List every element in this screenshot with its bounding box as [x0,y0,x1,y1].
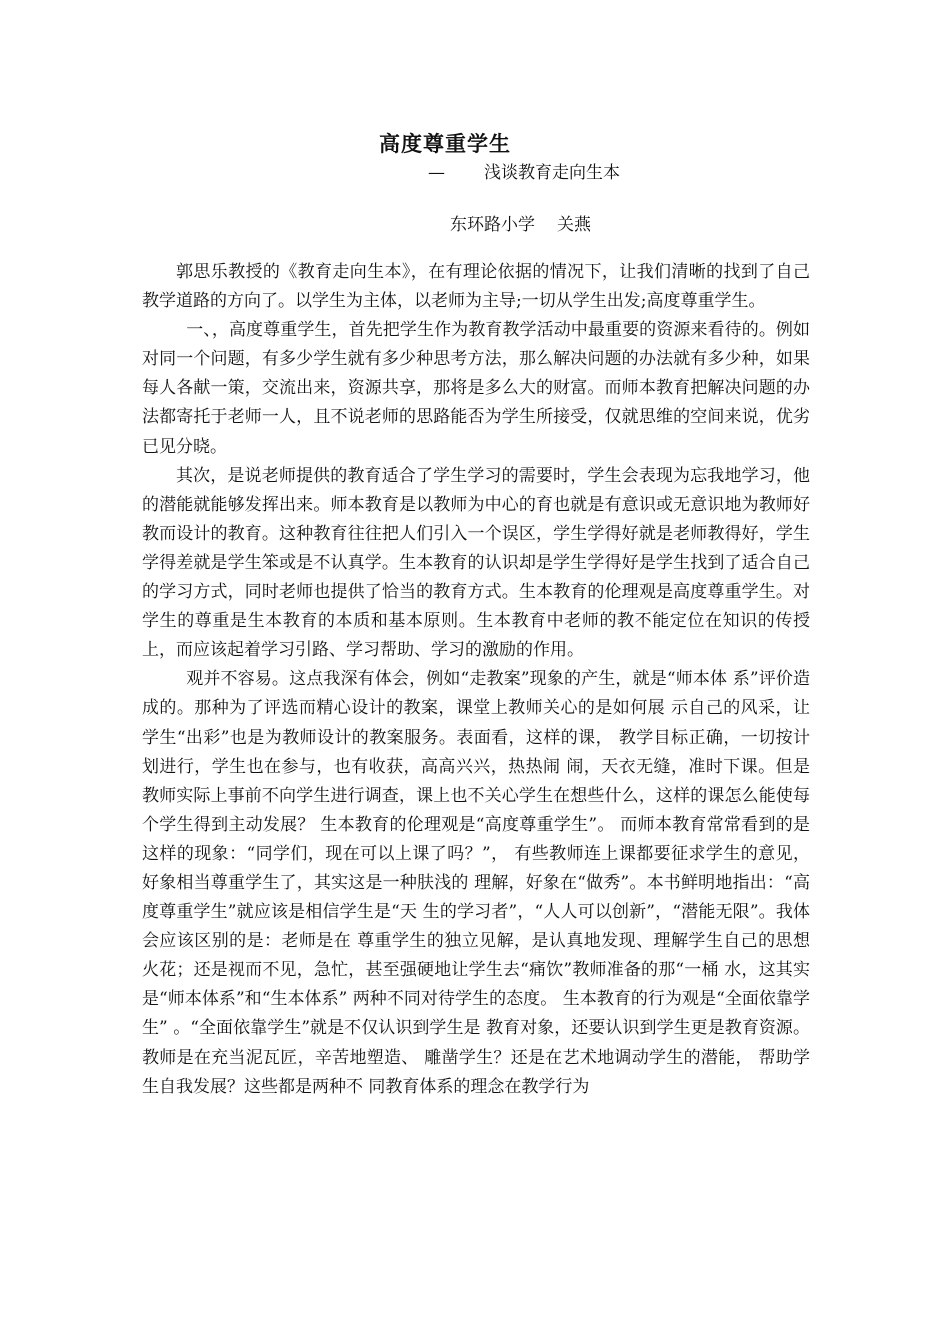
document-title: 高度尊重学生 [379,131,511,156]
subtitle-dash: — [428,163,445,183]
author-name: 关燕 [557,215,591,235]
paragraph: 郭思乐教授的《教育走向生本》，在有理论依据的情况下，让我们清晰的找到了自己教学道路的方向了。以学生为主体，以老师为主导;一切从学生出发;高度尊重学生。 [142,262,810,312]
paragraph: 一、，高度尊重学生，首先把学生作为教育教学活动中最重要的资源来看待的。例如对同一个问题，有多少学生就有多少种思考方法，那么解决问题的办法就有多少种，如果每人各献一策，交流出来，资源共享，那将是多么大的财富。而师本教育把解决问题的办法都寄托于老师一人，且不说老师的思路能否为学生所接受，仅就思维的空间来说，优劣已见分晓。 [142,320,810,457]
document-body [142,258,810,1102]
author-line [450,210,591,235]
subtitle-text: 浅谈教育走向生本 [484,163,620,183]
school-name: 东环路小学 [450,215,535,235]
paragraph: 观并不容易。这点我深有体会，例如“走教案”现象的产生，就是“师本体 系”评价造成的。那种为了评选而精心设计的教案，课堂上教师关心的是如何展 示自己的风采，让学生“出彩”也是为教师设计的教案服务。表面看，这样的课， 教学目标正确，一切按计划进行，学生也在参与，也有收获，高高兴兴，热热闹 闹，天衣无缝，准时下课。但是教师实际上事前不向学生进行调查，课上也不关心学生在想些什么，这样的课怎么能使每个学生得到主动发展？ 生本教育的伦理观是“高度尊重学生”。 而师本教育常常看到的是这样的现象：“同学们，现在可以上课了吗？”， 有些教师连上课都要征求学生的意见，好象相当尊重学生了，其实这是一种肤浅的 理解，好象在“做秀”。本书鲜明地指出：“高度尊重学生”就应该是相信学生是“天 生的学习者”，“人人可以创新”，“潜能无限”。我体会应该区别的是：老师是在 尊重学生的独立见解，是认真地发现、理解学生自己的思想火花；还是视而不见，急忙，甚至强硬地让学生去“痛饮”教师准备的那“一桶 水，这其实是“师本体系”和“生本体系” 两种不同对待学生的态度。 生本教育的行为观是“全面依靠学生” 。“全面依靠学生”就是不仅认识到学生是 教育对象，还要认识到学生更是教育资源。教师是在充当泥瓦匠，辛苦地塑造、 雕凿学生？还是在艺术地调动学生的潜能， 帮助学生自我发展？这些都是两种不 同教育体系的理念在教学行为 [142,669,810,1097]
document-subtitle [428,158,620,183]
paragraph: 其次，是说老师提供的教育适合了学生学习的需要时，学生会表现为忘我地学习，他的潜能就能够发挥出来。师本教育是以教师为中心的育也就是有意识或无意识地为教师好教而设计的教育。这种教育往往把人们引入一个误区，学生学得好就是老师教得好，学生学得差就是学生笨或是不认真学。生本教育的认识却是学生学得好是学生找到了适合自己的学习方式，同时老师也提供了恰当的教育方式。生本教育的伦理观是高度尊重学生。对学生的尊重是生本教育的本质和基本原则。生本教育中老师的教不能定位在知识的传授上，而应该起着学习引路、学习帮助、学习的激励的作用。 [142,465,810,661]
